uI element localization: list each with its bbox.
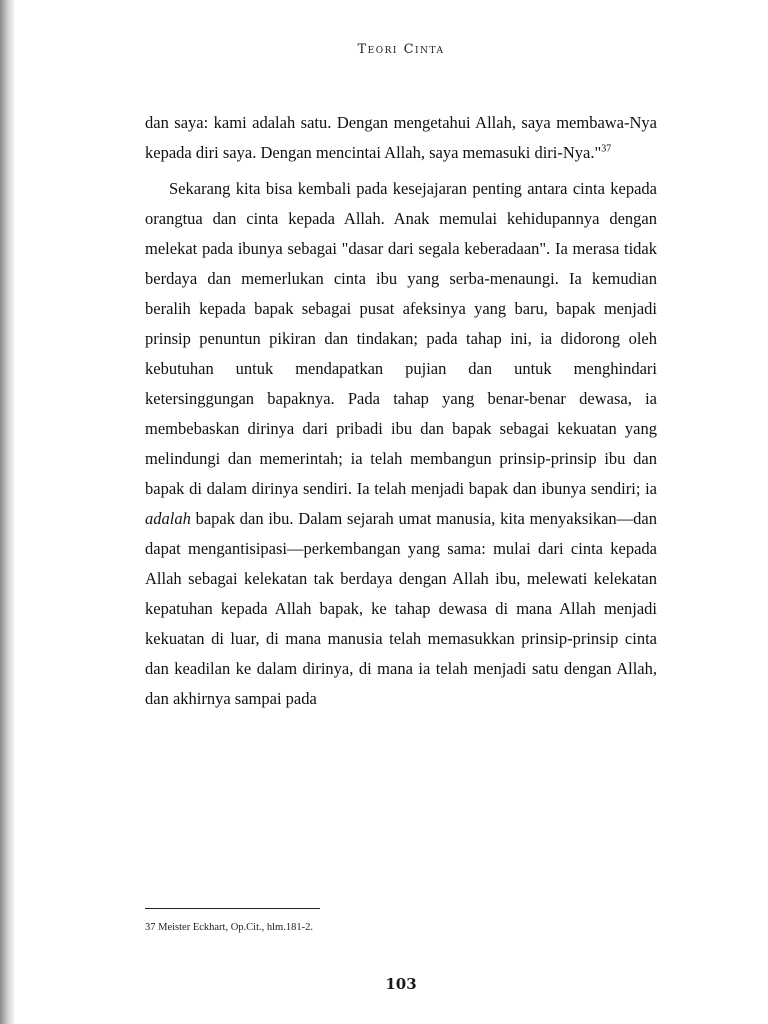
paragraph-text: Sekarang kita bisa kembali pada kesejajaran penting antara cinta kepada orangtua dan cinta kepada Allah. Anak memulai kehidupannya dengan melekat pada ibunya sebagai "dasar dari segala keberadaan". Ia merasa tidak berdaya dan memerlukan cinta ibu yang serba-menaungi. Ia kemudian beralih kepada bapak sebagai pusat afeksinya yang baru, bapak menjadi prinsip penuntun pikiran dan tindakan; pada tahap ini, ia didorong oleh kebutuhan untuk mendapatkan pujian dan untuk menghindari ketersinggungan bapaknya. Pada tahap yang benar-benar dewasa, ia membebaskan dirinya dari pribadi ibu dan bapak sebagai kekuatan yang melindungi dan memerintah; ia telah membangun prinsip-prinsip ibu dan bapak di dalam dirinya sendiri. Ia telah menjadi bapak dan ibunya sendiri; ia [145, 179, 657, 498]
paragraph-text: bapak dan ibu. Dalam sejarah umat manusia, kita menyaksikan—dan dapat mengantisipasi—perkembangan yang sama: mulai dari cinta kepada Allah sebagai kelekatan tak berdaya dengan Allah ibu, melewati kelekatan kepatuhan kepada Allah bapak, ke tahap dewasa di mana Allah menjadi kekuatan di luar, di mana manusia telah memasukkan prinsip-prinsip cinta dan keadilan ke dalam dirinya, di mana ia telah menjadi satu dengan Allah, dan akhirnya sampai pada [145, 509, 657, 708]
footnote-marker: 37 [601, 143, 612, 155]
body-text [145, 108, 657, 714]
running-head: Teori Cinta [357, 42, 445, 57]
paragraph [145, 174, 657, 714]
emphasis-text: adalah [145, 509, 191, 528]
book-page [145, 0, 657, 1024]
paragraph-text: dan saya: kami adalah satu. Dengan mengetahui Allah, saya membawa-Nya kepada diri saya. Dengan mencintai Allah, saya memasuki diri-Nya." [145, 113, 657, 162]
page-number: 103 [385, 975, 417, 993]
footnote: 37 Meister Eckhart, Op.Cit., hlm.181-2. [145, 922, 313, 933]
page-left-edge-shadow [0, 0, 14, 1024]
paragraph [145, 108, 657, 168]
footnote-rule [145, 908, 320, 909]
